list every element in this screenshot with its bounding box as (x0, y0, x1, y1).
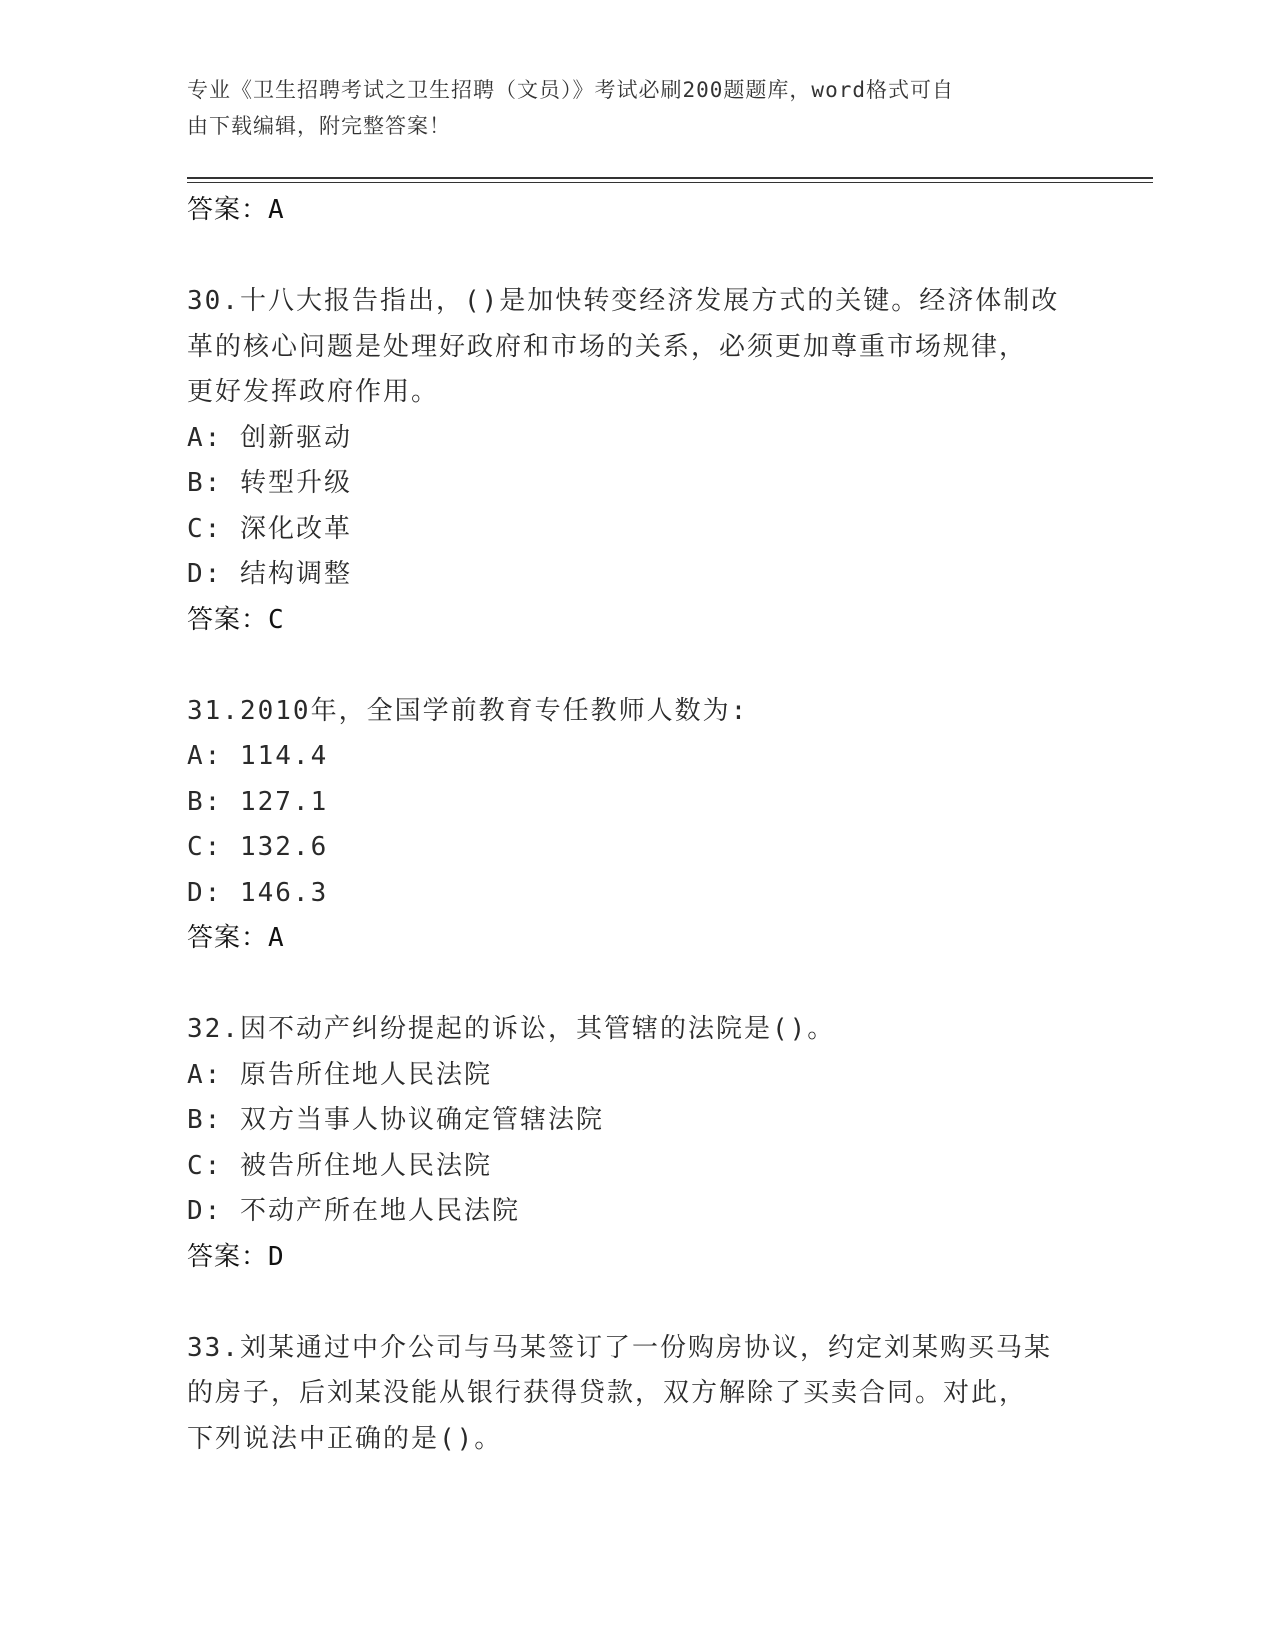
header-title-line-2: 由下载编辑，附完整答案！ (187, 114, 451, 138)
option-b: B: 转型升级 (187, 468, 352, 498)
answer-label: 答案： (187, 195, 269, 225)
question-list (187, 188, 1087, 1462)
spacer (187, 643, 1087, 689)
answer-value: C (268, 604, 285, 635)
question-31 (187, 689, 1087, 962)
option-d: D: 不动产所在地人民法院 (187, 1196, 520, 1226)
option-d: D: 结构调整 (187, 559, 352, 589)
question-text-line: 30.十八大报告指出，()是加快转变经济发展方式的关键。经济体制改 (187, 286, 1060, 316)
option-a: A: 114.4 (187, 741, 329, 771)
option-d: D: 146.3 (187, 877, 329, 908)
answer-value: D (268, 1241, 285, 1272)
header-title-line-1: 专业《卫生招聘考试之卫生招聘（文员）》考试必刷200题题库，word格式可自 (187, 78, 954, 102)
answer (187, 598, 1087, 644)
answer-label: 答案： (187, 923, 269, 953)
header-divider-thick (187, 177, 1153, 179)
document-header (187, 72, 1067, 144)
question-32 (187, 1007, 1087, 1280)
option-a: A: 原告所住地人民法院 (187, 1059, 492, 1090)
question-text-line: 33.刘某通过中介公司与马某签订了一份购房协议，约定刘某购买马某 (187, 1332, 1052, 1363)
header-divider-thin (187, 182, 1153, 183)
answer-value: A (268, 923, 285, 953)
question-text-line: 31.2010年，全国学前教育专任教师人数为: (187, 695, 749, 726)
answer-label: 答案： (187, 604, 269, 635)
question-text-line: 革的核心问题是处理好政府和市场的关系，必须更加尊重市场规律， (187, 331, 1028, 362)
previous-answer (187, 188, 1087, 234)
spacer (187, 1280, 1087, 1326)
question-text-line: 32.因不动产纠纷提起的诉讼，其管辖的法院是()。 (187, 1014, 836, 1044)
option-b: B: 127.1 (187, 786, 329, 817)
question-text-line: 更好发挥政府作用。 (187, 377, 440, 407)
question-30 (187, 279, 1087, 643)
option-b: B: 双方当事人协议确定管辖法院 (187, 1105, 604, 1135)
answer (187, 916, 1087, 962)
spacer (187, 962, 1087, 1008)
question-text-line: 的房子，后刘某没能从银行获得贷款，双方解除了买卖合同。对此， (187, 1378, 1028, 1408)
answer-label: 答案： (187, 1241, 269, 1272)
question-text-line: 下列说法中正确的是()。 (187, 1423, 503, 1454)
option-c: C: 深化改革 (187, 513, 352, 544)
question-33 (187, 1326, 1087, 1463)
option-c: C: 被告所住地人民法院 (187, 1150, 492, 1181)
option-c: C: 132.6 (187, 832, 329, 862)
answer-value: A (268, 195, 285, 225)
option-a: A: 创新驱动 (187, 422, 352, 453)
spacer (187, 234, 1087, 280)
answer (187, 1235, 1087, 1281)
